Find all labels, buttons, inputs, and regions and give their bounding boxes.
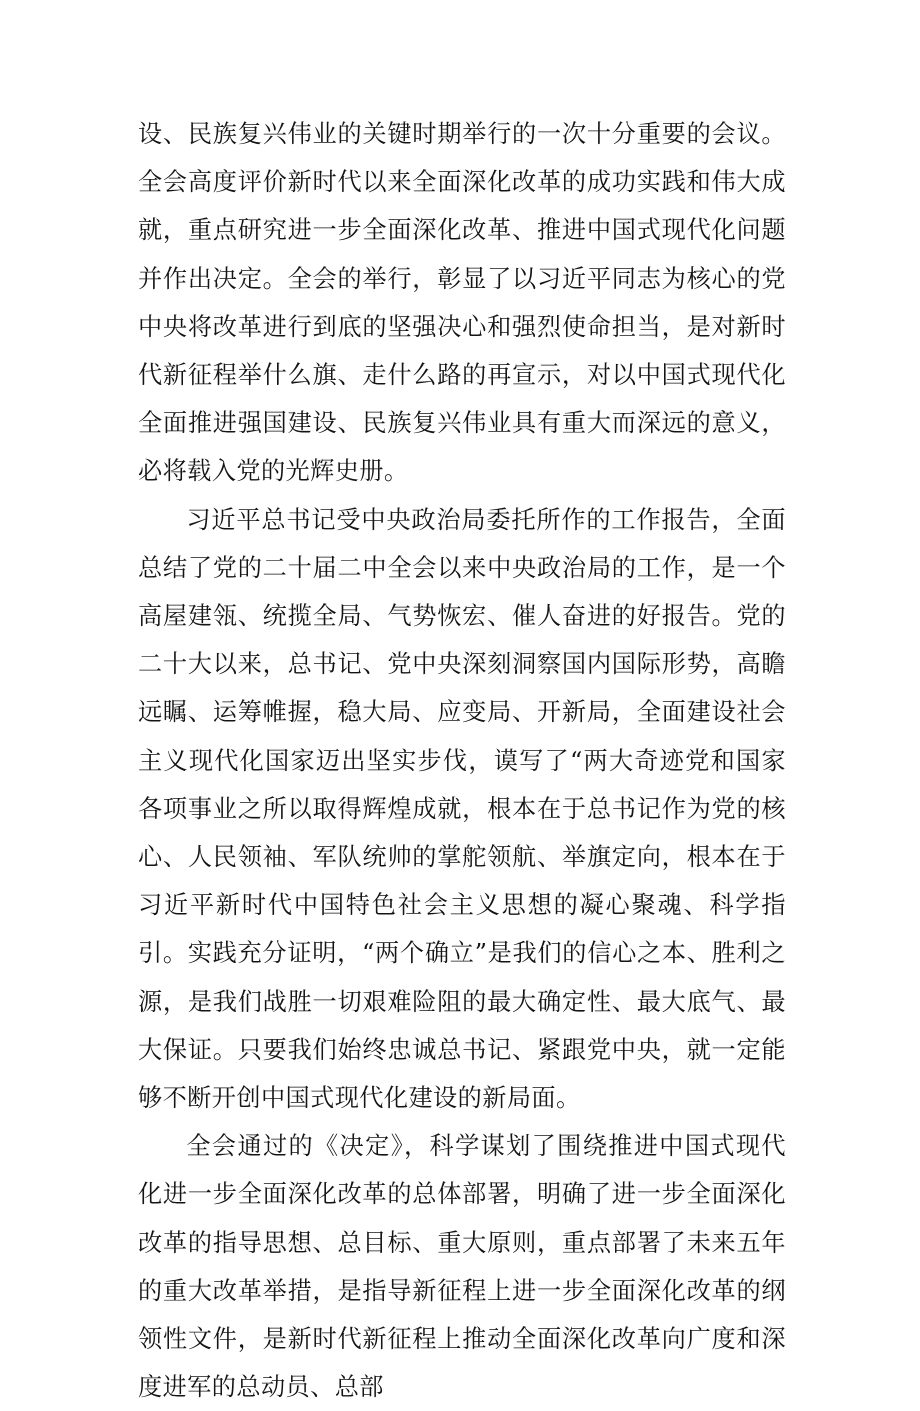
document-body	[138, 110, 786, 1411]
paragraph-3: 全会通过的《决定》，科学谋划了围绕推进中国式现代化进一步全面深化改革的总体部署，明确了进一步全面深化改革的指导思想、总目标、重大原则，重点部署了未来五年的重大改革举措，是指导新征程上进一步全面深化改革的纲领性文件，是新时代新征程上推动全面深化改革向广度和深度进军的总动员、总部	[138, 1132, 786, 1402]
paragraph-1: 设、民族复兴伟业的关键时期举行的一次十分重要的会议。全会高度评价新时代以来全面深化改革的成功实践和伟大成就，重点研究进一步全面深化改革、推进中国式现代化问题并作出决定。全会的举行，彰显了以习近平同志为核心的党中央将改革进行到底的坚强决心和强烈使命担当，是对新时代新征程举什么旗、走什么路的再宣示，对以中国式现代化全面推进强国建设、民族复兴伟业具有重大而深远的意义，必将载入党的光辉史册。	[138, 120, 786, 486]
paragraph-2: 习近平总书记受中央政治局委托所作的工作报告，全面总结了党的二十届二中全会以来中央政治局的工作，是一个高屋建瓴、统揽全局、气势恢宏、催人奋进的好报告。党的二十大以来，总书记、党中央深刻洞察国内国际形势，高瞻远瞩、运筹帷握，稳大局、应变局、开新局，全面建设社会主义现代化国家迈出坚实步伐，谟写了“两大奇迹党和国家各项事业之所以取得辉煌成就，根本在于总书记作为党的核心、人民领袖、军队统帅的掌舵领航、举旗定向，根本在于习近平新时代中国特色社会主义思想的凝心聚魂、科学指引。实践充分证明，“两个确立”是我们的信心之本、胜利之源，是我们战胜一切艰难险阻的最大确定性、最大底气、最大保证。只要我们始终忠诚总书记、紧跟党中央，就一定能够不断开创中国式现代化建设的新局面。	[138, 505, 786, 1113]
